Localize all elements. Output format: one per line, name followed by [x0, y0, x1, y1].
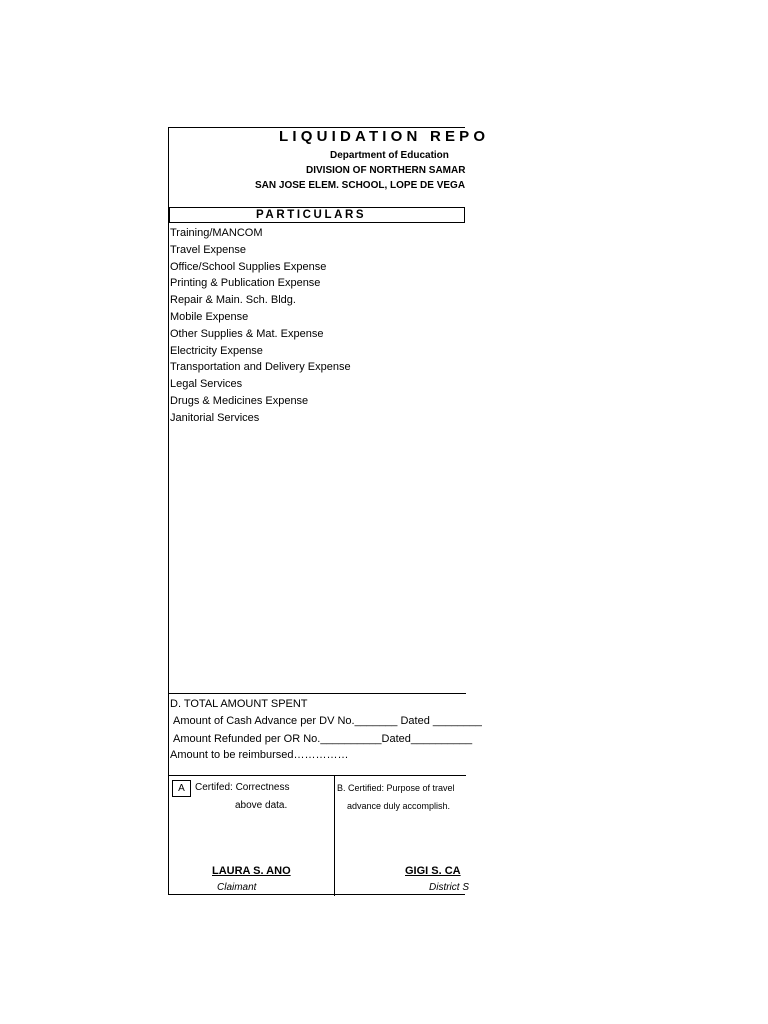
supervisor-name: GIGI S. CA: [405, 865, 461, 877]
particulars-list: [170, 225, 351, 427]
list-item: Other Supplies & Mat. Expense: [170, 327, 324, 340]
total-amount-spent: D. TOTAL AMOUNT SPENT: [170, 698, 308, 710]
certification-column-divider: [334, 776, 335, 896]
list-item: Printing & Publication Expense: [170, 277, 321, 290]
particulars-header: [169, 207, 465, 223]
list-item: Transportation and Delivery Expense: [170, 361, 351, 374]
list-item: Electricity Expense: [170, 344, 263, 357]
department-label: Department of Education: [330, 150, 449, 161]
list-item: Mobile Expense: [170, 310, 249, 323]
list-item: Travel Expense: [170, 243, 247, 256]
list-item: Training/MANCOM: [170, 227, 263, 239]
certification-divider: [169, 775, 466, 776]
school-label: SAN JOSE ELEM. SCHOOL, LOPE DE VEGA: [255, 180, 466, 191]
cash-advance-line: Amount of Cash Advance per DV No._______ Dated ________: [173, 715, 482, 727]
list-item: Repair & Main. Sch. Bldg.: [170, 294, 296, 307]
particulars-label: PARTICULARS: [256, 209, 367, 221]
claimant-role: Claimant: [217, 882, 257, 893]
totals-divider: [169, 693, 466, 694]
section-a-marker: A: [172, 780, 191, 797]
certification-a-line2: above data.: [235, 800, 288, 811]
liquidation-report-sheet: [168, 127, 490, 895]
reimbursed-line: Amount to be reimbursed……………: [170, 749, 349, 761]
certification-a-line1: Certifed: Correctness: [195, 782, 290, 793]
certification-b-line2: advance duly accomplish.: [347, 801, 451, 811]
list-item: Drugs & Medicines Expense: [170, 394, 309, 407]
certification-b-line1: B. Certified: Purpose of travel: [337, 783, 455, 793]
supervisor-role: District S: [429, 882, 469, 893]
division-label: DIVISION OF NORTHERN SAMAR: [306, 165, 466, 176]
report-title: LIQUIDATION REPO: [279, 128, 490, 145]
refunded-line: Amount Refunded per OR No.__________Dated__________: [173, 733, 473, 745]
list-item: Office/School Supplies Expense: [170, 260, 327, 273]
list-item: Legal Services: [170, 378, 243, 391]
claimant-name: LAURA S. ANO: [212, 865, 291, 877]
list-item: Janitorial Services: [170, 411, 260, 424]
